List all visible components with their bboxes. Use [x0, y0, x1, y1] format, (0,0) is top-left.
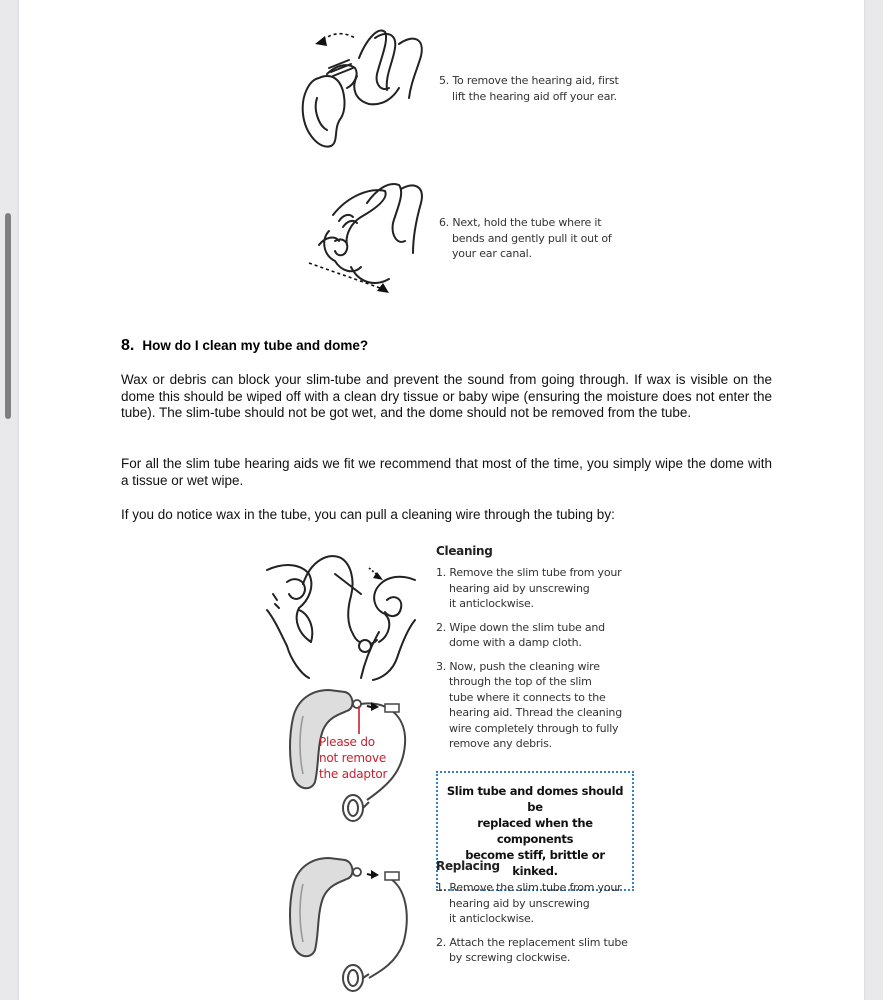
section-number: 8.	[121, 337, 135, 354]
paragraph-cleaning-wire: If you do notice wax in the tube, you can pull a cleaning wire through the tubing by:	[121, 507, 615, 522]
hands-cleaning-tube-illustration	[265, 550, 420, 680]
step-6-caption: 6. Next, hold the tube where it bends and gently pull it out of your ear canal.	[439, 216, 612, 260]
paragraph-wax: Wax or debris can block your slim-tube and prevent the sound from going through. If wax is visible on the dome this should be wiped off with a clean dry tissue or baby wipe (ensuring the moisture does not enter the tube). The slim-tube should not be got wet, and the dome should not be removed from the tube.	[121, 372, 772, 420]
document-page	[19, 0, 864, 1000]
cleaning-step-1: 1. Remove the slim tube from your hearing aid by unscrewing it anticlockwise.	[436, 566, 622, 610]
cleaning-step-2: 2. Wipe down the slim tube and dome with a damp cloth.	[436, 620, 605, 649]
cleaning-heading: Cleaning	[436, 544, 493, 558]
pull-tube-illustration	[289, 175, 439, 300]
scrollbar-thumb[interactable]	[5, 213, 11, 419]
cleaning-step-3: 3. Now, push the cleaning wire through the top of the slim tube where it connects to the hearing aid. Thread the cleaning wire completely through to fully remove any debris.	[436, 659, 622, 750]
hearing-aid-replacing-illustration	[275, 854, 425, 1000]
step-5-caption: 5. To remove the hearing aid, first lift the hearing aid off your ear.	[439, 74, 619, 103]
adaptor-warning-label: Please do not remove the adaptor	[319, 735, 388, 781]
replacement-note-box: Slim tube and domes should be replaced when the components become stiff, brittle or kinked.	[436, 771, 634, 891]
section-heading	[121, 337, 368, 355]
replacing-heading: Replacing	[436, 859, 500, 873]
section-title: How do I clean my tube and dome?	[142, 338, 369, 353]
replacing-step-1: 1. Remove the slim tube from your hearing aid by unscrewing it anticlockwise.	[436, 881, 622, 925]
cleaning-section	[436, 544, 636, 752]
paragraph-wipe: For all the slim tube hearing aids we fit we recommend that most of the time, you simply wipe the dome with a tissue or wet wipe.	[121, 456, 772, 488]
replacing-step-2: 2. Attach the replacement slim tube by screwing clockwise.	[436, 935, 628, 964]
remove-hearing-aid-illustration	[289, 18, 439, 158]
replacing-section	[436, 859, 636, 966]
